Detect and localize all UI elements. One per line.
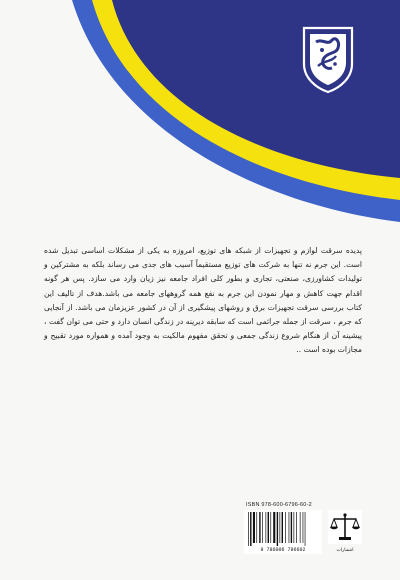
publisher-logo [328, 510, 362, 554]
barcode-bar [285, 512, 286, 543]
publisher-emblem-icon [302, 24, 354, 94]
barcode-bar [289, 512, 290, 543]
barcode-bar [303, 512, 304, 543]
barcode-bar [262, 512, 263, 543]
barcode-bar [266, 512, 267, 543]
barcode-bar [294, 512, 295, 543]
barcode-bar [280, 512, 281, 543]
barcode-icon [247, 512, 319, 546]
scales-of-justice-icon [328, 510, 362, 544]
barcode-bar [268, 512, 269, 543]
barcode-bar [253, 512, 255, 543]
barcode-bar [259, 512, 260, 543]
back-cover-blurb: پدیده سرقت لوازم و تجهیزات از شبکه های توزیع، امروزه به یکی از مشکلات اساسی تبدیل شده است. این جرم نه تنها به شرکت های توزیع مستقیماً آسیب های جدی می رساند بلکه به مشترکین و تولیدات کشاورزی، صنعتی، تجاری و بطور کلی افراد جامعه نیز زیان وارد می سازد. پس هر گونه اقدام جهت کاهش و مهار نمودن این جرم به نفع همه گروههای جامعه می باشد.هدف از تالیف این کتاب بررسی سرقت تجهیزات برق و روشهای پیشگیری از آن در کشور عزیزمان می باشد. از آنجایی که جرم ، سرقت از جمله جرائمی است که سابقه دیرینه در زندگی انسان دارد و حتی می توان گفت ، پیشینه آن از هنگام شروع زندگی جمعی و تحقق مفهوم مالکیت به وجود آمده و همواره مورد تقبیح و مجازات بوده است .. [44, 246, 362, 355]
barcode-bar [248, 512, 249, 546]
barcode-bar [270, 512, 271, 543]
barcode-bar [296, 512, 297, 543]
barcode-bar [273, 512, 275, 543]
barcode-bar [277, 512, 278, 546]
isbn-label: ISBN 978-600-6796-60-2 [246, 502, 312, 508]
barcode-bar [250, 512, 251, 546]
barcode-bar [256, 512, 257, 543]
publisher-name: انتشارات [336, 548, 354, 553]
barcode-bar [300, 512, 301, 543]
barcode [244, 510, 322, 554]
barcode-bar [305, 512, 306, 546]
barcode-number: 9 786006 796602 [260, 547, 306, 553]
barcode-bar [282, 512, 283, 543]
barcode-bar [291, 512, 292, 543]
